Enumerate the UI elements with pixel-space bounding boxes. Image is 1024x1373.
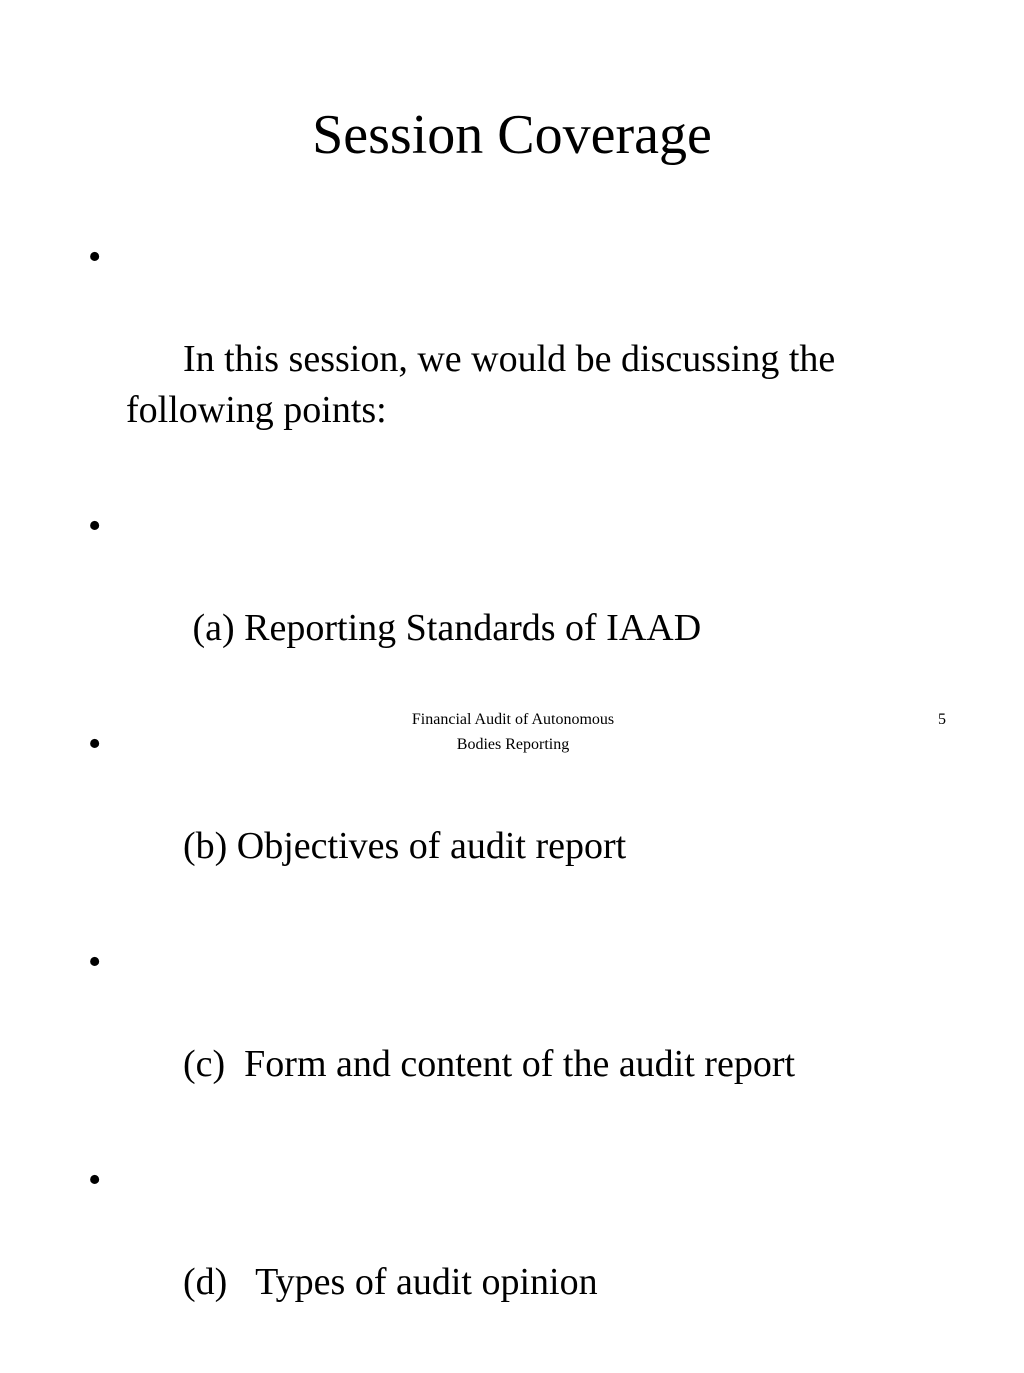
page-number: 5: [938, 711, 946, 728]
footer-line-2: Bodies Reporting: [456, 736, 570, 753]
bullet-text: (c) Form and content of the audit report: [183, 1043, 796, 1085]
bullet-dot-icon: •: [88, 1159, 102, 1201]
bullet-item: [84, 1155, 964, 1359]
slide-title: Session Coverage: [312, 104, 712, 166]
bullet-text: (d) Types of audit opinion: [183, 1261, 598, 1303]
bullet-text: In this session, we would be discussing the following points:: [126, 338, 845, 431]
bullet-item: [84, 232, 964, 487]
bullet-text: (a) Reporting Standards of IAAD: [183, 607, 702, 649]
bullet-item: [84, 937, 964, 1141]
bullet-dot-icon: •: [88, 941, 102, 983]
bullet-list: [84, 232, 964, 1373]
footer-line-1: Financial Audit of Autonomous: [411, 711, 615, 728]
footer-text: [363, 707, 663, 757]
bullet-dot-icon: •: [88, 723, 102, 765]
bullet-text: (b) Objectives of audit report: [183, 825, 627, 867]
bullet-item: [84, 501, 964, 705]
bullet-dot-icon: •: [88, 236, 102, 278]
bullet-dot-icon: •: [88, 505, 102, 547]
